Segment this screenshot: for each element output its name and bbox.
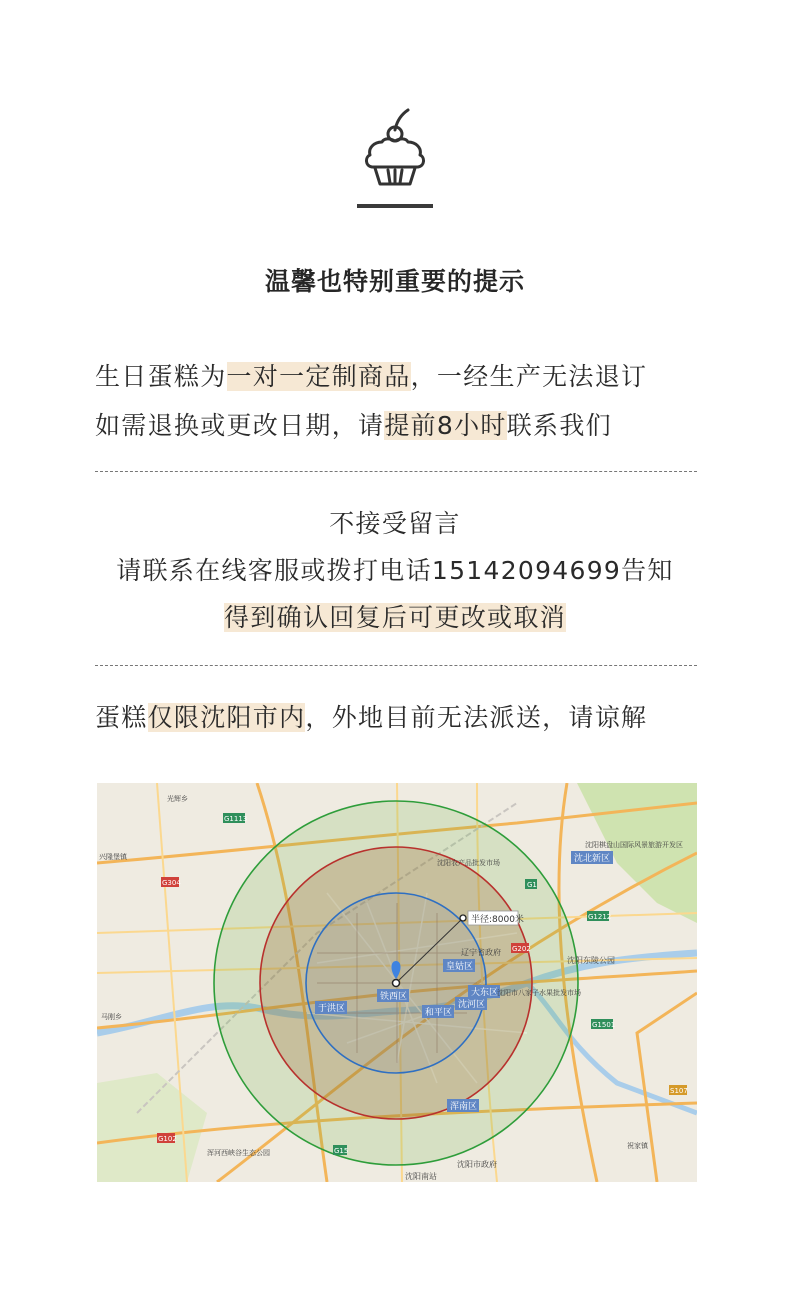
map-place: 沈阳东陵公园 (567, 956, 615, 965)
page-title: 温馨也特别重要的提示 (264, 267, 525, 296)
notice-confirm (95, 598, 695, 638)
map-radius-label: 半径:8000米 (471, 915, 524, 925)
highlight-confirm: 得到确认回复后可更改或取消 (224, 603, 566, 632)
map-district: 皇姑区 (446, 962, 474, 972)
map-road: G202 (512, 945, 531, 953)
map-district: 浑南区 (450, 1102, 478, 1112)
map-road: G15 (334, 1147, 349, 1155)
map-place: 祝家镇 (627, 1142, 648, 1150)
notice-delivery-area: 蛋糕仅限沈阳市内，外地目前无法派送，请谅解 (95, 703, 648, 732)
map-road: G1113 (224, 815, 248, 823)
map-road: G102 (158, 1135, 177, 1143)
notice-line-change-date: 如需退换或更改日期，请提前8小时联系我们 (95, 411, 612, 440)
notice-no-messages: 不接受留言 (329, 509, 461, 538)
map-place: 辽宁省政府 (461, 948, 501, 957)
cupcake-icon (362, 108, 428, 188)
map-place: 沈阳棋盘山国际风景旅游开发区 (585, 841, 683, 849)
map-place: 光辉乡 (167, 795, 188, 803)
highlight-custom-product: 一对一定制商品 (226, 362, 411, 391)
map-place: 沈阳市八家子水果批发市场 (497, 989, 581, 997)
map-road: G1501 (592, 1021, 616, 1029)
map-place: 浑河西峡谷生态公园 (207, 1149, 270, 1157)
notice-line-custom-order: 生日蛋糕为一对一定制商品，一经生产无法退订 (95, 362, 648, 391)
map-place: 兴隆堡镇 (99, 853, 127, 861)
highlight-shenyang-only: 仅限沈阳市内 (147, 703, 306, 732)
map-district: 和平区 (425, 1008, 453, 1018)
highlight-8-hours: 提前8小时 (384, 411, 507, 440)
map-road: G304 (162, 879, 181, 887)
map-district: 铁西区 (380, 992, 408, 1002)
map-road: G1212 (588, 913, 612, 921)
map-district: 沈河区 (458, 1000, 486, 1010)
map-district: 大东区 (471, 988, 499, 998)
notice-contact-phone: 请联系在线客服或拨打电话15142094699告知 (116, 556, 674, 585)
title-divider (357, 204, 433, 208)
map-place: 沈阳农产品批发市场 (437, 859, 500, 867)
map-road: G1 (527, 881, 537, 889)
map-place: 沈阳南站 (405, 1172, 437, 1181)
dashed-divider (95, 471, 697, 472)
map-place: 马刚乡 (101, 1013, 122, 1021)
map-road: S107 (670, 1087, 688, 1095)
map-district: 沈北新区 (574, 854, 611, 864)
map-place: 沈阳市政府 (457, 1160, 497, 1169)
map-district: 于洪区 (318, 1004, 346, 1014)
delivery-range-map (97, 783, 697, 1182)
dashed-divider (95, 665, 697, 666)
